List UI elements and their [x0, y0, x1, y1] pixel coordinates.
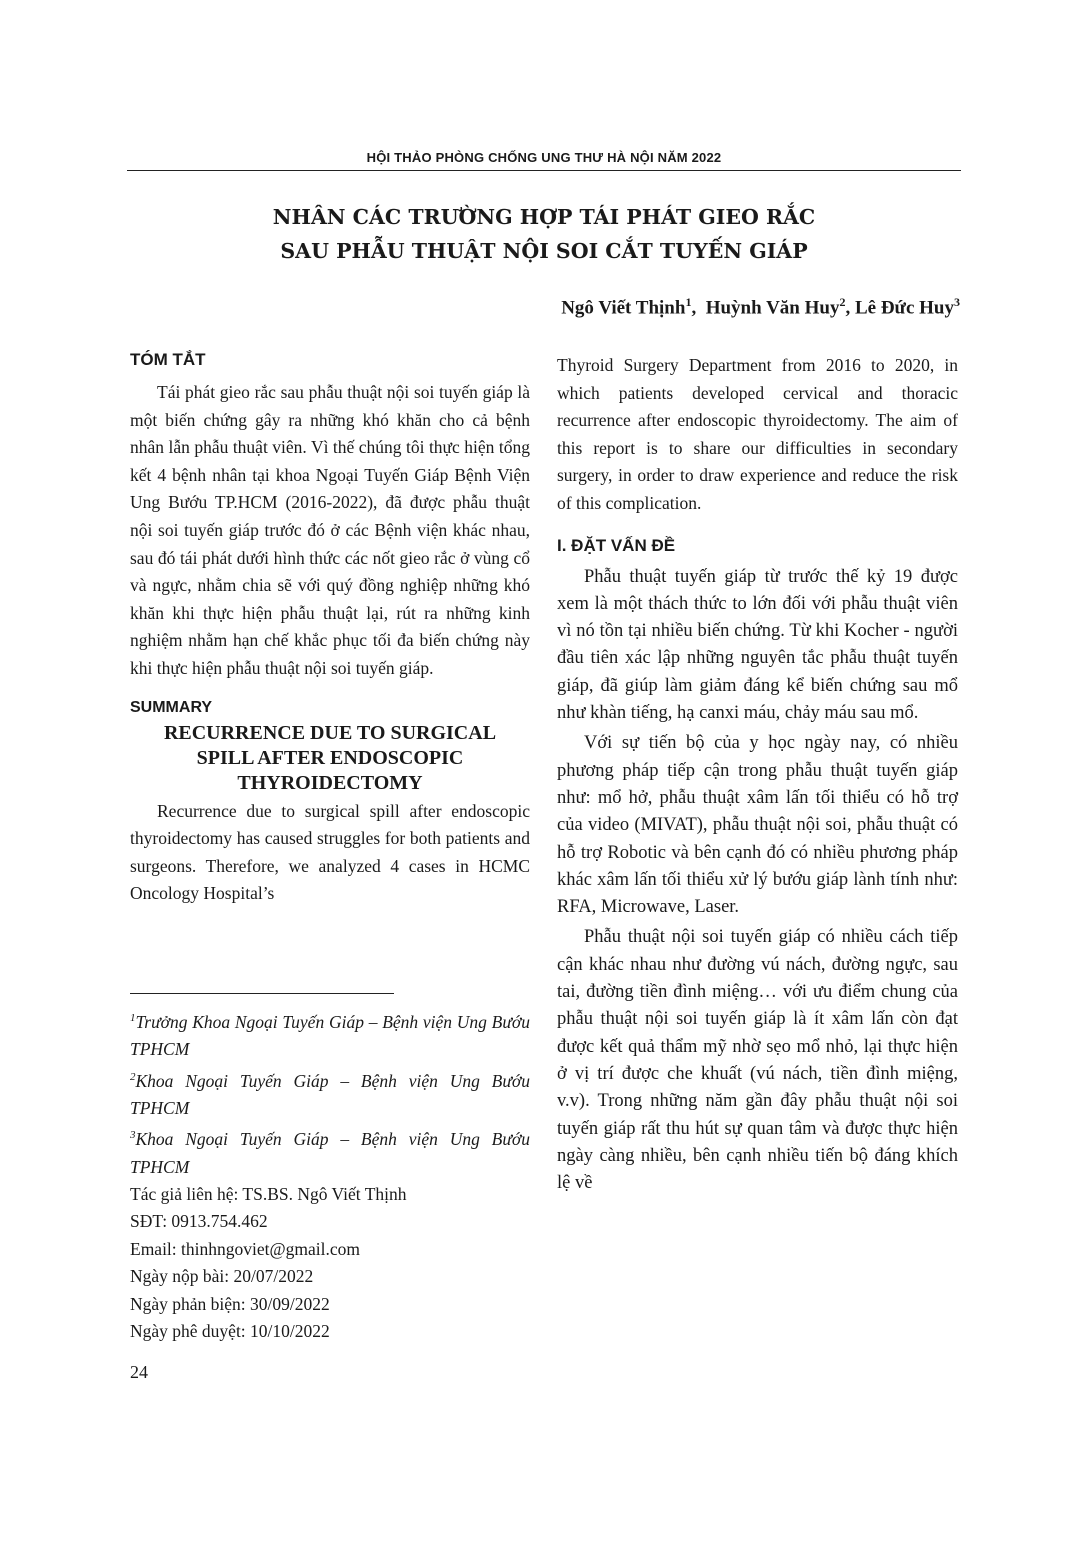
- email-address: Email: thinhngoviet@gmail.com: [130, 1238, 360, 1259]
- corresponding-author: Tác giả liên hệ: TS.BS. Ngô Viết Thịnh: [130, 1183, 407, 1204]
- summary-title-line: RECURRENCE DUE TO SURGICAL: [163, 721, 497, 744]
- author-affiliation-mark: 2: [839, 295, 846, 309]
- affiliation-mark: 2: [130, 1070, 136, 1083]
- submission-date: Ngày nộp bài: 20/07/2022: [130, 1266, 314, 1287]
- section-1-paragraph: Phẫu thuật tuyến giáp từ trước thế kỷ 19 được xem là một thách thức to lớn đối với phẫu thuật viên vì nó tồn tại nhiều biến chứng. Từ khi Kocher - người đầu tiên xác lập những nguyên tắc phẫu thuật tuyến giáp, đã giúp làm giảm đáng kể biến chứng sau mổ như khàn tiếng, hạ canxi máu, chảy máu sau mổ.: [557, 566, 958, 724]
- title-line-2: SAU PHẪU THUẬT NỘI SOI CẮT TUYẾN GIÁP: [280, 239, 808, 263]
- right-column: [557, 352, 958, 1200]
- title-line-1: NHÂN CÁC TRƯỜNG HỢP TÁI PHÁT GIEO RẮC: [272, 205, 816, 229]
- author-name: Ngô Viết Thịnh: [561, 297, 686, 319]
- conference-header: HỘI THẢO PHÒNG CHỐNG UNG THƯ HÀ NỘI NĂM 2022: [366, 150, 722, 165]
- left-column: [130, 350, 530, 908]
- summary-label: SUMMARY: [130, 698, 213, 716]
- affiliation-note: $^1$Trưởng Khoa Ngoại Tuyến Giáp – Bệnh viện Ung Bướu TPHCM: [130, 1011, 530, 1060]
- abstract-text: Tái phát gieo rắc sau phẫu thuật nội soi tuyến giáp là một biến chứng gây ra những khó khăn cho cả bệnh nhân lẫn phẫu thuật viên. Vì thế chúng tôi thực hiện tổng kết 4 bệnh nhân tại khoa Ngoại Tuyến Giáp Bệnh Viện Ung Bướu TP.HCM (2016-2022), đã được phẫu thuật nội soi tuyến giáp trước đó ở các Bệnh viện khác nhau, sau đó tái phát dưới hình thức các nốt gieo rắc ở vùng cổ và ngực, nhằm chia sẽ với quý đồng nghiệp những khó khăn khi thực hiện phẫu thuật lại, rút ra những kinh nghiệm nhằm hạn chế khắc phục tối đa biến chứng này khi thực hiện phẫu thuật nội soi tuyến giáp.: [130, 382, 530, 678]
- summary-title-line: SPILL AFTER ENDOSCOPIC: [196, 746, 464, 769]
- approval-date: Ngày phê duyệt: 10/10/2022: [130, 1320, 330, 1341]
- summary-text-part2: Thyroid Surgery Department from 2016 to 2020, in which patients developed cervical and thoracic recurrence after endoscopic thyroidectomy. The aim of this report is to share our difficulties in secondary surgery, in order to draw experience and reduce the risk of this complication.: [557, 355, 958, 513]
- review-date: Ngày phản biện: 30/09/2022: [130, 1293, 330, 1314]
- affiliation-mark: 1: [130, 1012, 136, 1024]
- footnotes: [130, 1005, 530, 1345]
- footnote-divider: [130, 993, 394, 994]
- summary-title-line: THYROIDECTOMY: [237, 771, 423, 794]
- affiliation-note: $^2$Khoa Ngoại Tuyến Giáp – Bệnh viện Ung Bướu TPHCM: [130, 1070, 530, 1118]
- article-title: [127, 200, 961, 268]
- affiliation-note: $^3$Khoa Ngoại Tuyến Giáp – Bệnh viện Ung Bướu TPHCM: [130, 1129, 530, 1177]
- section-1-paragraph: Với sự tiến bộ của y học ngày nay, có nhiều phương pháp tiếp cận trong phẫu thuật tuyến giáp như: mổ hở, phẫu thuật xâm lấn tối thiểu có hỗ trợ của video (MIVAT), phẫu thuật nội soi, phẫu thuật có hỗ trợ Robotic và bên cạnh đó có nhiều phương pháp khác xâm lấn tối thiểu xử lý bướu giáp lành tính như: RFA, Microwave, Laser.: [557, 733, 958, 918]
- author-name: Huỳnh Văn Huy: [705, 297, 840, 319]
- section-1-paragraph: Phẫu thuật nội soi tuyến giáp có nhiều cách tiếp cận khác nhau như đường vú nách, đường ngực, sau tai, đường tiền đình miệng… với ưu điểm chung của phẫu thuật nội soi tuyến giáp là ít xâm lấn còn đạt được kết quả thẩm mỹ nhờ sẹo mổ nhỏ, lại thực hiện ở vị trí được che khuất (vú nách, tiền đình miệng, v.v). Trong những năm gần đây phẫu thuật nội soi tuyến giáp rất thu hút sự quan tâm và được thực hiện ngày càng nhiều, bên cạnh nhiều tiến bộ đáng khích lệ về: [557, 927, 958, 1194]
- summary-text-part1: Recurrence due to surgical spill after endoscopic thyroidectomy has caused struggles for both patients and surgeons. Therefore, we analyzed 4 cases in HCMC Oncology Hospital’s: [130, 800, 530, 904]
- author-affiliation-mark: 1: [685, 295, 692, 309]
- author-list: Ngô Viết Thịnh$^1$, Huỳnh Văn Huy$^2$, Lê Đức Huy$^3$: [561, 295, 960, 319]
- phone-number: SĐT: 0913.754.462: [130, 1211, 268, 1232]
- section-1-heading: I. ĐẶT VẤN ĐỀ: [557, 535, 676, 555]
- author-affiliation-mark: 3: [954, 295, 960, 309]
- abstract-heading: TÓM TẮT: [130, 350, 206, 369]
- affiliation-mark: 3: [130, 1129, 136, 1142]
- header-divider: [127, 170, 961, 171]
- author-name: Lê Đức Huy: [854, 297, 954, 319]
- page-number: 24: [130, 1362, 148, 1382]
- summary-title: [130, 721, 530, 796]
